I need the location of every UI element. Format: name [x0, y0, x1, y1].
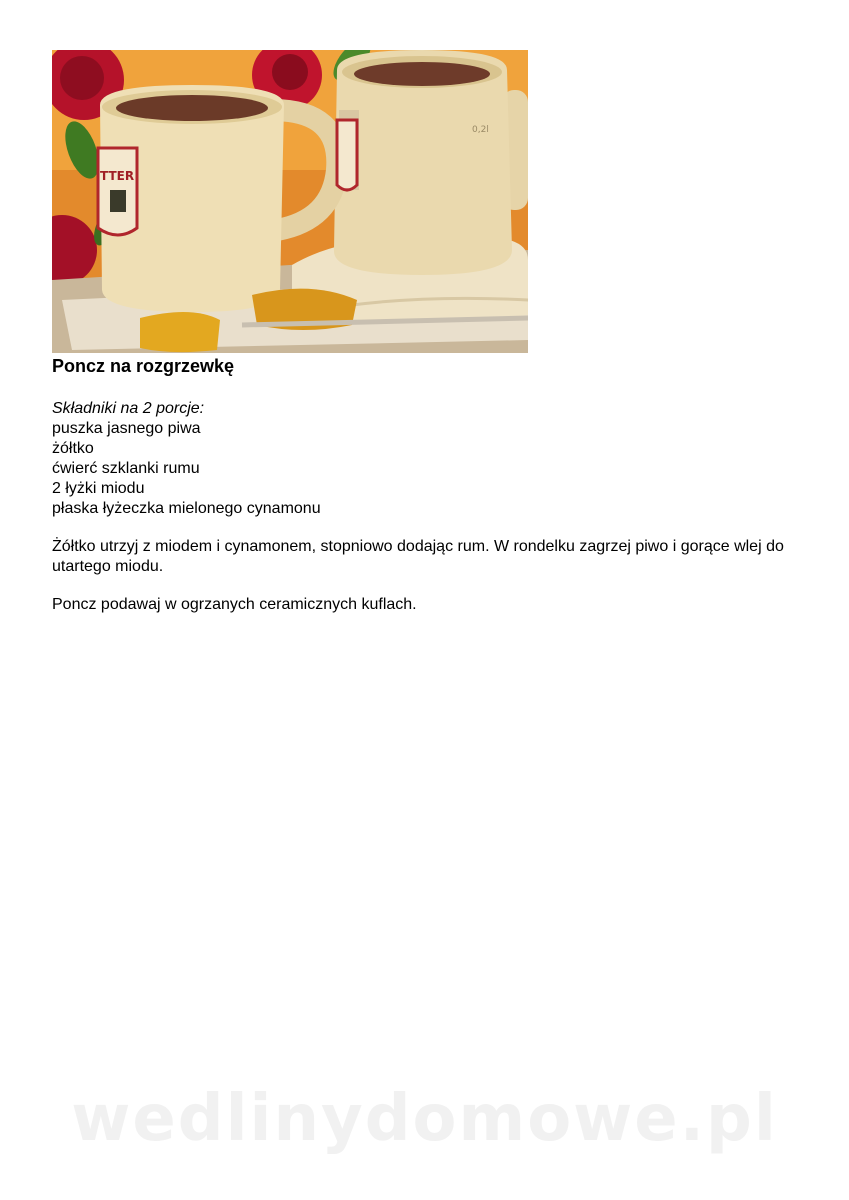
ingredient-item: puszka jasnego piwa — [52, 420, 201, 437]
mug-label: TTER — [100, 169, 135, 183]
recipe-photo — [52, 50, 528, 353]
watermark: wedlinydomowe.pl — [71, 1082, 778, 1156]
ingredient-item: 2 łyżki miodu — [52, 480, 145, 497]
ingredient-item: żółtko — [52, 440, 94, 457]
ingredients-heading: Składniki na 2 porcje: — [52, 400, 205, 417]
ingredient-item: płaska łyżeczka mielonego cynamonu — [52, 500, 321, 517]
serving-paragraph: Poncz podawaj w ogrzanych ceramicznych kuflach. — [52, 596, 417, 613]
instructions-paragraph: Żółtko utrzyj z miodem i cynamonem, stopniowo dodając rum. W rondelku zagrzej piwo i gorące wlej do utartego miodu. — [52, 538, 784, 575]
volume-mark: 0,2l — [472, 125, 489, 135]
ingredients-list — [52, 399, 321, 519]
recipe-title: Poncz na rozgrzewkę — [52, 356, 235, 376]
ingredient-item: ćwierć szklanki rumu — [52, 460, 200, 477]
mugs-illustration — [52, 50, 528, 353]
